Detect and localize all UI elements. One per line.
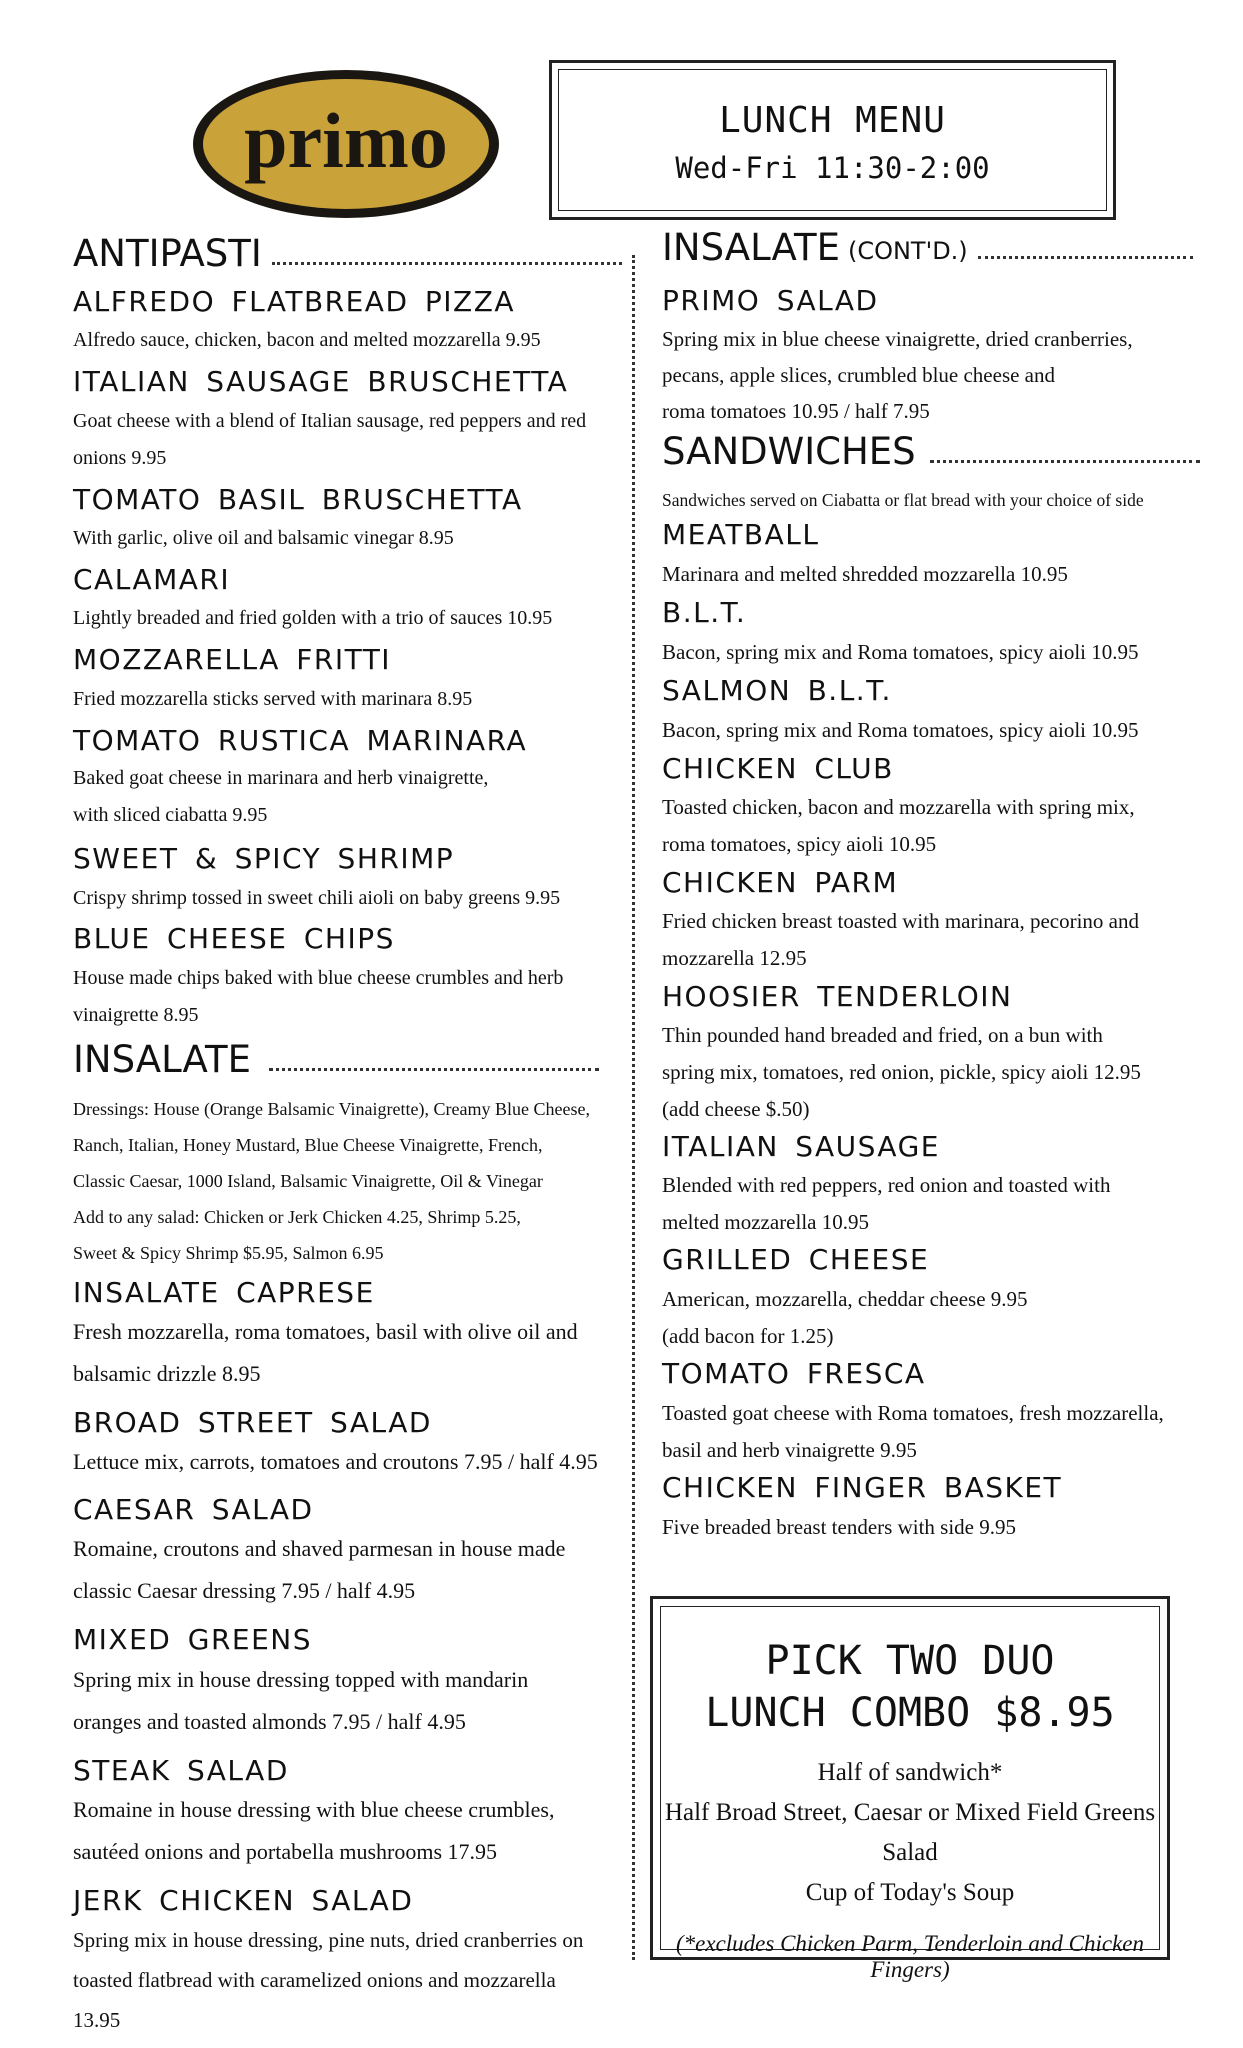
antipasti-heading <box>73 232 622 275</box>
menu-item-name: JERK CHICKEN SALAD <box>73 1884 414 1917</box>
menu-item-desc: Lightly breaded and fried golden with a trio of sauces 10.95 <box>73 607 553 629</box>
menu-item-name: MOZZARELLA FRITTI <box>73 643 392 676</box>
menu-item-desc: Romaine in house dressing with blue cheese crumbles, <box>73 1797 555 1822</box>
menu-item-name: STEAK SALAD <box>73 1754 289 1787</box>
sandwiches-heading <box>662 430 1200 473</box>
menu-item-name: ITALIAN SAUSAGE BRUSCHETTA <box>73 365 569 398</box>
menu-item-desc: classic Caesar dressing 7.95 / half 4.95 <box>73 1578 416 1603</box>
menu-item-desc: oranges and toasted almonds 7.95 / half 4.95 <box>73 1709 466 1734</box>
menu-item-desc: (add bacon for 1.25) <box>662 1324 834 1348</box>
menu-item-desc: House made chips baked with blue cheese crumbles and herb <box>73 967 564 989</box>
heading-dots <box>269 1068 599 1071</box>
menu-item-name: CALAMARI <box>73 563 231 596</box>
menu-item-desc: Bacon, spring mix and Roma tomatoes, spicy aioli 10.95 <box>662 718 1139 742</box>
menu-item-name: HOOSIER TENDERLOIN <box>662 980 1013 1013</box>
sandwiches-note: Sandwiches served on Ciabatta or flat bread with your choice of side <box>662 490 1144 510</box>
dressings-note-line: Dressings: House (Orange Balsamic Vinaigrette), Creamy Blue Cheese, <box>73 1099 590 1119</box>
menu-item-desc: pecans, apple slices, crumbled blue cheese and <box>662 363 1056 387</box>
menu-item-name: ALFREDO FLATBREAD PIZZA <box>73 285 516 318</box>
menu-item-desc: Toasted chicken, bacon and mozzarella with spring mix, <box>662 795 1135 819</box>
dressings-note-line: Classic Caesar, 1000 Island, Balsamic Vinaigrette, Oil & Vinegar <box>73 1171 543 1191</box>
menu-item-desc: Goat cheese with a blend of Italian sausage, red peppers and red <box>73 410 587 432</box>
menu-header-box <box>549 60 1116 220</box>
menu-item-desc: roma tomatoes 10.95 / half 7.95 <box>662 399 930 423</box>
combo-title-line1: PICK TWO DUO <box>765 1638 1055 1684</box>
menu-item-desc: vinaigrette 8.95 <box>73 1004 199 1026</box>
menu-item-name: INSALATE CAPRESE <box>73 1276 375 1309</box>
add-on-note-line: Sweet & Spicy Shrimp $5.95, Salmon 6.95 <box>73 1243 384 1263</box>
insalate-contd-heading <box>662 226 1193 269</box>
menu-item-name: CHICKEN CLUB <box>662 752 894 785</box>
menu-item-desc: Blended with red peppers, red onion and toasted with <box>662 1173 1111 1197</box>
menu-item-name: MIXED GREENS <box>73 1623 313 1656</box>
menu-item-name: TOMATO FRESCA <box>662 1357 926 1390</box>
menu-item-desc: sautéed onions and portabella mushrooms 17.95 <box>73 1839 498 1864</box>
menu-item-desc: Five breaded breast tenders with side 9.95 <box>662 1515 1016 1539</box>
menu-item-desc: Marinara and melted shredded mozzarella 10.95 <box>662 562 1068 586</box>
menu-title: LUNCH MENU <box>719 99 946 141</box>
menu-item-name: SWEET & SPICY SHRIMP <box>73 842 455 875</box>
menu-item-desc: Bacon, spring mix and Roma tomatoes, spicy aioli 10.95 <box>662 640 1139 664</box>
menu-item-desc: melted mozzarella 10.95 <box>662 1210 869 1234</box>
menu-item-name: ITALIAN SAUSAGE <box>662 1130 940 1163</box>
add-on-note-line: Add to any salad: Chicken or Jerk Chicken 4.25, Shrimp 5.25, <box>73 1207 521 1227</box>
menu-item-desc: Spring mix in house dressing topped with mandarin <box>73 1667 529 1692</box>
menu-item-name: CHICKEN PARM <box>662 866 899 899</box>
menu-item-desc: Fresh mozzarella, roma tomatoes, basil with olive oil and <box>73 1319 578 1344</box>
dressings-note-line: Ranch, Italian, Honey Mustard, Blue Cheese Vinaigrette, French, <box>73 1135 543 1155</box>
column-divider <box>632 255 635 1960</box>
combo-option: Half Broad Street, Caesar or Mixed Field Greens Salad <box>664 1799 1156 1866</box>
menu-item-desc: (add cheese $.50) <box>662 1097 810 1121</box>
menu-item-name: TOMATO RUSTICA MARINARA <box>73 724 528 757</box>
menu-item-desc: Romaine, croutons and shaved parmesan in house made <box>73 1536 566 1561</box>
menu-item-desc: American, mozzarella, cheddar cheese 9.95 <box>662 1287 1028 1311</box>
combo-title-line2: LUNCH COMBO $8.95 <box>705 1690 1115 1736</box>
menu-item-desc: Crispy shrimp tossed in sweet chili aioli on baby greens 9.95 <box>73 887 561 909</box>
menu-item-name: CAESAR SALAD <box>73 1493 314 1526</box>
menu-item-name: BLUE CHEESE CHIPS <box>73 922 395 955</box>
menu-item-name: PRIMO SALAD <box>662 284 879 317</box>
section-title: ANTIPASTI <box>73 232 262 275</box>
section-title: INSALATE <box>662 226 840 269</box>
combo-option: Half of sandwich* <box>817 1759 1003 1786</box>
menu-item-desc: With garlic, olive oil and balsamic vinegar 8.95 <box>73 527 454 549</box>
menu-item-name: CHICKEN FINGER BASKET <box>662 1471 1063 1504</box>
menu-item-name: MEATBALL <box>662 518 820 551</box>
section-title: INSALATE <box>73 1038 251 1081</box>
menu-item-desc: Fried chicken breast toasted with marinara, pecorino and <box>662 909 1139 933</box>
menu-item-desc: Fried mozzarella sticks served with marinara 8.95 <box>73 688 473 710</box>
menu-item-desc: balsamic drizzle 8.95 <box>73 1361 261 1386</box>
combo-footnote: (*excludes Chicken Parm, Tenderloin and Chicken Fingers) <box>676 1931 1144 1982</box>
menu-item-desc: Alfredo sauce, chicken, bacon and melted mozzarella 9.95 <box>73 329 541 351</box>
menu-item-desc: mozzarella 12.95 <box>662 946 807 970</box>
combo-option: Cup of Today's Soup <box>805 1879 1015 1906</box>
section-title: SANDWICHES <box>662 430 916 473</box>
menu-item-desc: spring mix, tomatoes, red onion, pickle, spicy aioli 12.95 <box>662 1060 1141 1084</box>
heading-dots <box>272 262 622 265</box>
lunch-combo-box <box>650 1596 1170 1982</box>
menu-item-name: GRILLED CHEESE <box>662 1243 930 1276</box>
menu-item-desc: onions 9.95 <box>73 447 167 469</box>
section-title-suffix: (CONT'D.) <box>847 237 968 265</box>
primo-logo <box>190 67 502 222</box>
menu-item-name: BROAD STREET SALAD <box>73 1406 432 1439</box>
heading-dots <box>978 256 1193 259</box>
heading-dots <box>930 460 1200 463</box>
menu-item-desc: toasted flatbread with caramelized onions and mozzarella 13.95 <box>73 1968 556 2032</box>
menu-item-name: SALMON B.L.T. <box>662 674 892 707</box>
menu-item-name: B.L.T. <box>662 596 747 629</box>
menu-item-desc: with sliced ciabatta 9.95 <box>73 804 268 826</box>
menu-item-desc: Lettuce mix, carrots, tomatoes and croutons 7.95 / half 4.95 <box>73 1449 598 1474</box>
menu-item-desc: Spring mix in house dressing, pine nuts, dried cranberries on <box>73 1928 584 1952</box>
insalate-heading <box>73 1038 599 1081</box>
menu-item-desc: Baked goat cheese in marinara and herb vinaigrette, <box>73 767 489 789</box>
menu-item-desc: Thin pounded hand breaded and fried, on a bun with <box>662 1023 1103 1047</box>
menu-item-desc: roma tomatoes, spicy aioli 10.95 <box>662 832 937 856</box>
menu-item-name: TOMATO BASIL BRUSCHETTA <box>73 483 523 516</box>
logo-text: primo <box>244 97 448 184</box>
menu-item-desc: Spring mix in blue cheese vinaigrette, dried cranberries, <box>662 327 1133 351</box>
menu-hours: Wed-Fri 11:30-2:00 <box>675 150 990 185</box>
menu-item-desc: basil and herb vinaigrette 9.95 <box>662 1438 917 1462</box>
menu-item-desc: Toasted goat cheese with Roma tomatoes, fresh mozzarella, <box>662 1401 1164 1425</box>
